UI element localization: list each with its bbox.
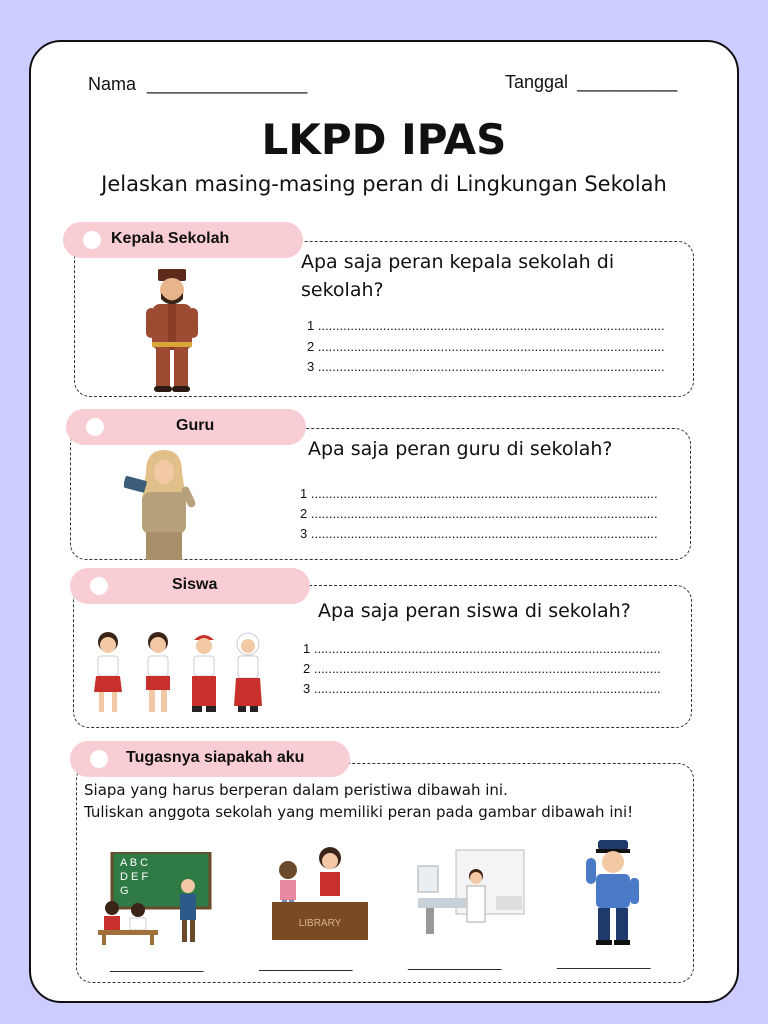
answer-line-2[interactable]: 2 ................................................................................................ — [300, 506, 658, 521]
answer-line-1[interactable]: 1 ................................................................................................ — [307, 318, 665, 333]
answer-blank-4[interactable]: ____________ — [557, 953, 651, 969]
date-label: Tanggal — [505, 72, 569, 92]
question-teacher: Apa saja peran guru di sekolah? — [308, 438, 613, 460]
section-pill-student — [70, 568, 310, 604]
chalkboard-text-3: G — [120, 885, 129, 897]
answer-blank-1[interactable]: ____________ — [110, 956, 204, 972]
chalkboard-text-2: D E F — [120, 871, 149, 883]
bullet-dot — [90, 577, 108, 595]
section-label: Kepala Sekolah — [111, 230, 230, 247]
answer-line-1[interactable]: 1 ................................................................................................ — [303, 641, 661, 656]
students-illustration — [86, 630, 282, 716]
section-label: Tugasnya siapakah aku — [126, 749, 305, 766]
answer-line-3[interactable]: 3 ................................................................................................ — [303, 681, 661, 696]
page-subtitle: Jelaskan masing-masing peran di Lingkungan Sekolah — [101, 172, 667, 196]
answer-blank-3[interactable]: ____________ — [408, 954, 502, 970]
chalkboard-text-1: A B C — [120, 857, 149, 869]
question-student: Apa saja peran siswa di sekolah? — [318, 600, 631, 622]
answer-line-3[interactable]: 3 ................................................................................................ — [300, 526, 658, 541]
section-pill-principal — [63, 222, 303, 258]
health-room-illustration — [416, 846, 528, 936]
section-pill-teacher — [66, 409, 306, 445]
date-field[interactable] — [505, 72, 677, 93]
answer-line-1[interactable]: 1 ................................................................................................ — [300, 486, 658, 501]
date-blank[interactable]: __________ — [577, 72, 678, 92]
principal-illustration — [140, 266, 206, 394]
security-guard-illustration — [584, 838, 642, 946]
instruction-line-2: Tuliskan anggota sekolah yang memiliki peran pada gambar dibawah ini! — [84, 803, 634, 821]
answer-line-3[interactable]: 3 ................................................................................................ — [307, 359, 665, 374]
answer-line-2[interactable]: 2 ................................................................................................ — [303, 661, 661, 676]
section-pill-task — [70, 741, 350, 777]
teacher-illustration — [124, 448, 200, 560]
answer-line-2[interactable]: 2 ................................................................................................ — [307, 339, 665, 354]
name-label: Nama — [88, 74, 137, 94]
name-field[interactable] — [88, 74, 307, 95]
teacher-class-illustration — [98, 852, 214, 946]
bullet-dot — [90, 750, 108, 768]
question-principal: Apa saja peran kepala sekolah di sekolah? — [301, 251, 615, 301]
library-illustration — [268, 844, 370, 944]
instruction-line-1: Siapa yang harus berperan dalam peristiwa dibawah ini. — [84, 781, 508, 799]
task-instructions — [84, 779, 684, 823]
answer-blank-2[interactable]: ____________ — [259, 955, 353, 971]
name-blank[interactable]: ________________ — [147, 74, 308, 94]
page-title: LKPD IPAS — [261, 115, 507, 164]
bullet-dot — [83, 231, 101, 249]
section-label: Siswa — [172, 576, 218, 593]
library-sign: LIBRARY — [298, 918, 342, 929]
section-label: Guru — [176, 417, 215, 434]
bullet-dot — [86, 418, 104, 436]
